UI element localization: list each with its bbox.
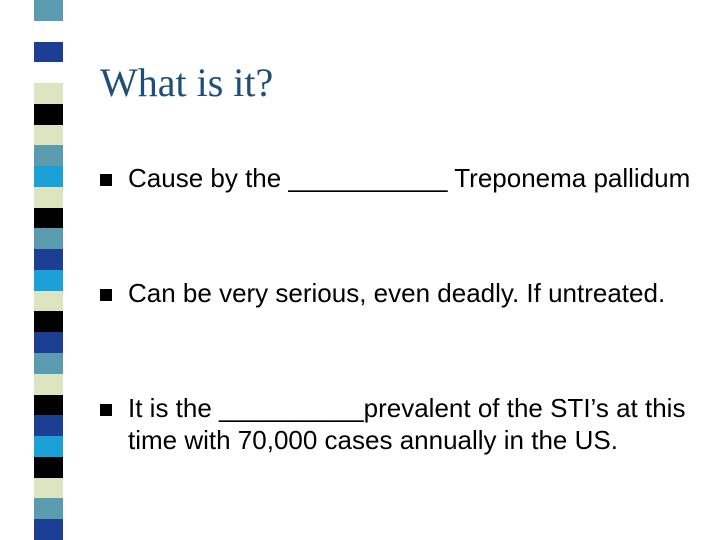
stripe-segment — [34, 353, 63, 374]
bullet-item-3 — [100, 392, 706, 456]
bullet-item-1 — [100, 162, 706, 194]
slide-title: What is it? — [100, 60, 274, 105]
stripe-segment — [34, 332, 63, 353]
stripe-segment — [34, 83, 63, 104]
stripe-segment — [34, 0, 63, 21]
bullet-item-2 — [100, 277, 706, 309]
stripe-segment — [34, 311, 63, 332]
stripe-segment — [34, 270, 63, 291]
stripe-segment — [34, 166, 63, 187]
stripe-segment — [34, 187, 63, 208]
stripe-segment — [34, 104, 63, 125]
square-bullet-icon — [100, 174, 112, 186]
stripe-segment — [34, 42, 63, 63]
stripe-segment — [34, 291, 63, 312]
stripe-segment — [34, 478, 63, 499]
stripe-segment — [34, 208, 63, 229]
stripe-segment — [34, 228, 63, 249]
bullet-text-1: Cause by the ___________ Treponema pallidum — [128, 163, 691, 193]
bullet-text-3: It is the __________prevalent of the STI’s at this time with 70,000 cases annually in the US. — [128, 393, 686, 455]
stripe-segment — [34, 498, 63, 519]
stripe-segment — [34, 21, 63, 42]
stripe-segment — [34, 436, 63, 457]
stripe-segment — [34, 395, 63, 416]
bullet-text-2: Can be very serious, even deadly. If untreated. — [128, 278, 666, 308]
stripe-segment — [34, 457, 63, 478]
stripe-segment — [34, 249, 63, 270]
stripe-segment — [34, 374, 63, 395]
decorative-stripe — [34, 0, 63, 540]
stripe-segment — [34, 145, 63, 166]
stripe-segment — [34, 62, 63, 83]
stripe-segment — [34, 125, 63, 146]
square-bullet-icon — [100, 404, 112, 416]
square-bullet-icon — [100, 289, 112, 301]
stripe-segment — [34, 519, 63, 540]
stripe-segment — [34, 415, 63, 436]
